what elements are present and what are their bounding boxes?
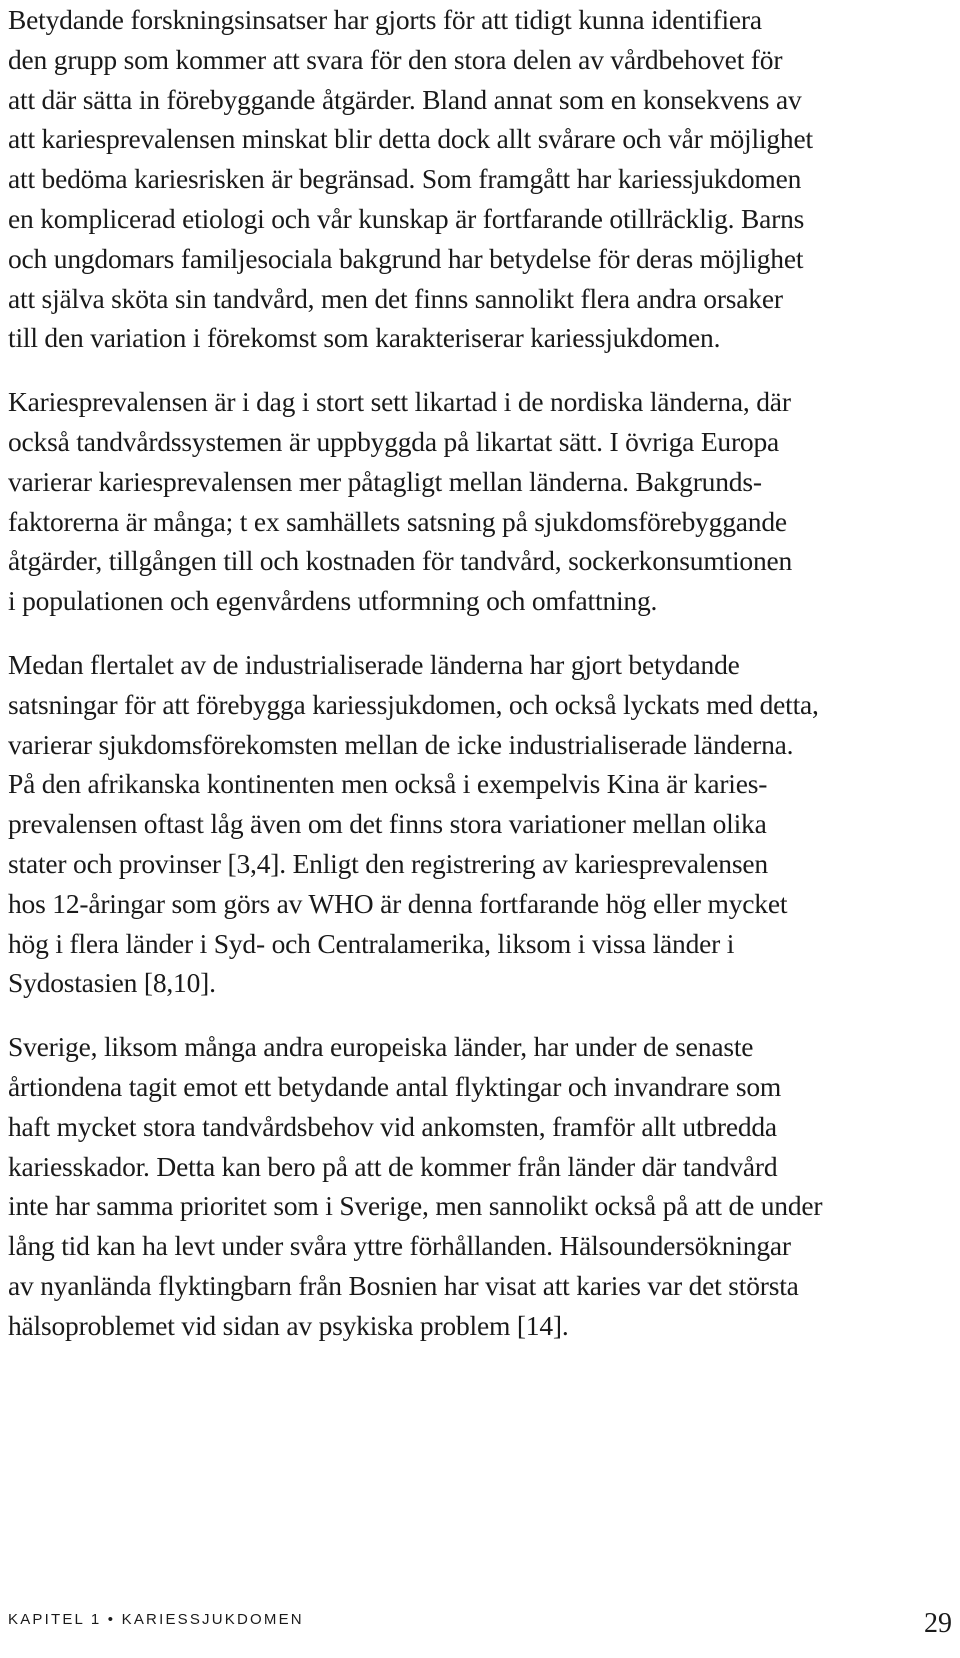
text-line: hög i flera länder i Syd- och Centralamerika, liksom i vissa länder i [8,927,735,959]
paragraph-1 [8,0,952,358]
text-line: Sydostasien [8,10]. [8,967,216,999]
text-line: inte har samma prioritet som i Sverige, men sannolikt också på att de under [8,1190,823,1222]
text-line: också tandvårdssystemen är uppbyggda på likartat sätt. I övriga Europa [8,425,780,457]
text-line: att kariesprevalensen minskat blir detta dock allt svårare och vår möjlighet [8,123,813,155]
text-line: Kariesprevalensen är i dag i stort sett likartad i de nordiska länderna, där [8,386,791,418]
text-line: hos 12-åringar som görs av WHO är denna fortfarande hög eller mycket [8,887,788,919]
text-line: den grupp som kommer att svara för den stora delen av vårdbehovet för [8,43,783,75]
paragraph-2 [8,382,952,621]
paragraph-4 [8,1027,952,1345]
text-line: varierar kariesprevalensen mer påtagligt mellan länderna. Bakgrunds- [8,465,762,497]
paragraph-3 [8,645,952,1003]
text-line: att bedöma kariesrisken är begränsad. Som framgått har kariessjukdomen [8,163,802,195]
text-line: haft mycket stora tandvårdsbehov vid ankomsten, framför allt utbredda [8,1110,777,1142]
text-line: en komplicerad etiologi och vår kunskap är fortfarande otillräcklig. Barns [8,202,805,234]
text-line: att där sätta in förebyggande åtgärder. Bland annat som en konsekvens av [8,83,802,115]
text-line: Betydande forskningsinsatser har gjorts för att tidigt kunna identifiera [8,4,762,35]
text-line: lång tid kan ha levt under svåra yttre förhållanden. Hälsoundersökningar [8,1230,791,1262]
text-line: På den afrikanska kontinenten men också i exempelvis Kina är karies- [8,768,768,800]
text-line: satsningar för att förebygga kariessjukdomen, och också lyckats med detta, [8,688,819,720]
page-footer [8,1596,952,1644]
text-line: stater och provinser [3,4]. Enligt den registrering av kariesprevalensen [8,847,768,879]
body-text [8,0,952,1370]
page-number: 29 [924,1608,952,1639]
text-line: att själva sköta sin tandvård, men det finns sannolikt flera andra orsaker [8,282,783,314]
text-line: årtiondena tagit emot ett betydande antal flyktingar och invandrare som [8,1070,782,1102]
text-line: av nyanlända flyktingbarn från Bosnien har visat att karies var det största [8,1269,799,1301]
text-line: och ungdomars familjesociala bakgrund har betydelse för deras möjlighet [8,242,804,274]
text-line: Medan flertalet av de industrialiserade länderna har gjort betydande [8,648,740,680]
text-line: Sverige, liksom många andra europeiska länder, har under de senaste [8,1031,754,1063]
text-line: hälsoproblemet vid sidan av psykiska problem [14]. [8,1309,569,1341]
text-line: varierar sjukdomsförekomsten mellan de icke industrialiserade länderna. [8,728,794,760]
text-line: kariesskador. Detta kan bero på att de kommer från länder där tandvård [8,1150,778,1182]
text-line: faktorerna är många; t ex samhällets satsning på sjukdomsförebyggande [8,505,787,537]
text-line: till den variation i förekomst som karakteriserar kariessjukdomen. [8,322,721,354]
text-line: åtgärder, tillgången till och kostnaden för tandvård, sockerkonsumtionen [8,545,793,577]
text-line: prevalensen oftast låg även om det finns stora variationer mellan olika [8,808,767,840]
book-page [8,0,952,1658]
running-head: KAPITEL 1 • KARIESSJUKDOMEN [8,1611,304,1628]
text-line: i populationen och egenvårdens utformning och omfattning. [8,585,658,617]
